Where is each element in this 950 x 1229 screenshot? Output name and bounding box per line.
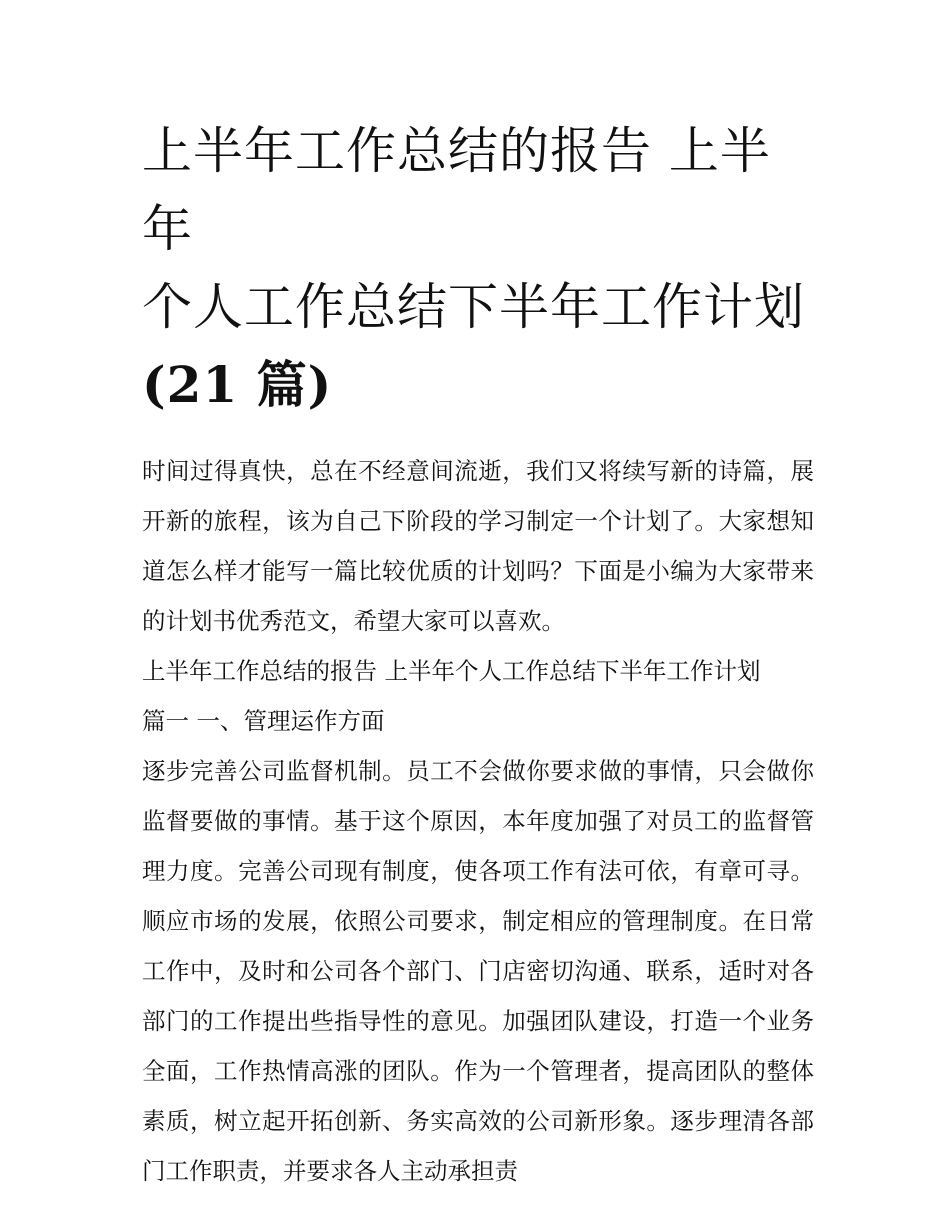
document-body bbox=[142, 446, 814, 1196]
title-line-3: (21 篇) bbox=[142, 355, 333, 414]
intro-paragraph: 时间过得真快，总在不经意间流逝，我们又将续写新的诗篇，展开新的旅程，该为自己下阶段的学习制定一个计划了。大家想知道怎么样才能写一篇比较优质的计划吗？下面是小编为大家带来的计划书优秀范文，希望大家可以喜欢。 bbox=[142, 457, 814, 635]
body-paragraph: 逐步完善公司监督机制。员工不会做你要求做的事情，只会做你监督要做的事情。基于这个原因，本年度加强了对员工的监督管理力度。完善公司现有制度，使各项工作有法可依，有章可寻。顺应市场的发展，依照公司要求，制定相应的管理制度。在日常工作中，及时和公司各个部门、门店密切沟通、联系，适时对各部门的工作提出些指导性的意见。加强团队建设，打造一个业务全面，工作热情高涨的团队。作为一个管理者，提高团队的整体素质，树立起开拓创新、务实高效的公司新形象。逐步理清各部门工作职责，并要求各人主动承担责 bbox=[142, 757, 814, 1185]
section-heading: 上半年工作总结的报告 上半年个人工作总结下半年工作计划 bbox=[142, 657, 761, 685]
title-line-2: 个人工作总结下半年工作计划 bbox=[142, 278, 805, 336]
document-page bbox=[142, 112, 814, 1196]
subsection-heading: 篇一 一、管理运作方面 bbox=[142, 707, 385, 735]
document-title bbox=[142, 112, 814, 424]
title-line-1: 上半年工作总结的报告 上半年 bbox=[142, 122, 771, 258]
